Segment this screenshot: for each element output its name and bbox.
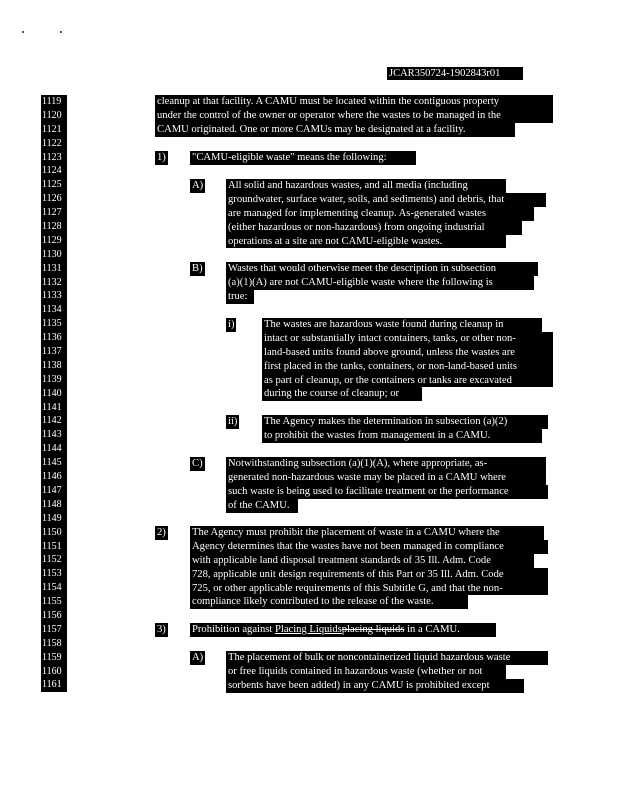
line-number: 1159 bbox=[41, 651, 67, 665]
scan-speck bbox=[22, 31, 24, 33]
text-line: The wastes are hazardous waste found during cleanup in bbox=[262, 318, 542, 332]
item-1bi-marker: i) bbox=[228, 319, 235, 330]
text-line: "CAMU-eligible waste" means the following: bbox=[190, 151, 416, 165]
text-line: as part of cleanup, or the containers or tanks are excavated bbox=[262, 374, 553, 388]
text-line: 725, or other applicable requirements of this Subtitle G, and that the non- bbox=[190, 582, 548, 596]
line-number: 1155 bbox=[41, 595, 67, 609]
text-line: intact or substantially intact containers, tanks, or other non- bbox=[262, 332, 553, 346]
text-line: All solid and hazardous wastes, and all media (including bbox=[226, 179, 506, 193]
intro-paragraph bbox=[155, 95, 553, 137]
text-line: are managed for implementing cleanup. As-generated wastes bbox=[226, 207, 534, 221]
text-line: (a)(1)(A) are not CAMU-eligible waste where the following is bbox=[226, 276, 534, 290]
text-line: cleanup at that facility. A CAMU must be located within the contiguous property bbox=[155, 95, 553, 109]
line-number: 1151 bbox=[41, 540, 67, 554]
text-line: Agency determines that the wastes have not been managed in compliance bbox=[190, 540, 548, 554]
item-3-heading-line bbox=[190, 623, 496, 637]
item-1-heading bbox=[190, 151, 416, 165]
line-number: 1143 bbox=[41, 428, 67, 442]
item-1b-paragraph bbox=[226, 262, 538, 304]
item-1c-marker: C) bbox=[192, 458, 203, 469]
line-number: 1158 bbox=[41, 637, 67, 651]
heading-prefix: Prohibition against bbox=[192, 624, 275, 635]
line-number: 1134 bbox=[41, 303, 67, 317]
line-number: 1130 bbox=[41, 248, 67, 262]
text-line: The placement of bulk or noncontainerized liquid hazardous waste bbox=[226, 651, 548, 665]
line-number: 1154 bbox=[41, 581, 67, 595]
text-line: The Agency makes the determination in subsection (a)(2) bbox=[262, 415, 548, 429]
line-number: 1126 bbox=[41, 192, 67, 206]
text-line: to prohibit the wastes from management in a CAMU. bbox=[262, 429, 542, 443]
line-number: 1145 bbox=[41, 456, 67, 470]
line-number: 1142 bbox=[41, 414, 67, 428]
line-number: 1140 bbox=[41, 387, 67, 401]
text-line: first placed in the tanks, containers, or non-land-based units bbox=[262, 360, 553, 374]
line-number: 1128 bbox=[41, 220, 67, 234]
text-line: during the course of cleanup; or bbox=[262, 387, 422, 401]
line-number: 1153 bbox=[41, 567, 67, 581]
text-line: The Agency must prohibit the placement of waste in a CAMU where the bbox=[190, 526, 544, 540]
item-1bi-paragraph bbox=[262, 318, 553, 401]
item-1a-marker: A) bbox=[192, 180, 204, 191]
item-3-heading bbox=[190, 623, 496, 637]
line-number: 1120 bbox=[41, 109, 67, 123]
item-1b-marker: B) bbox=[192, 263, 203, 274]
heading-deleted-text: placing liquids bbox=[341, 624, 405, 635]
text-line: sorbents have been added) in any CAMU is prohibited except bbox=[226, 679, 524, 693]
item-3a-paragraph bbox=[226, 651, 548, 693]
heading-suffix: in a CAMU. bbox=[404, 624, 460, 635]
line-number: 1129 bbox=[41, 234, 67, 248]
text-line: CAMU originated. One or more CAMUs may be designated at a facility. bbox=[155, 123, 515, 137]
line-number: 1131 bbox=[41, 262, 67, 276]
item-1-marker: 1) bbox=[157, 152, 166, 163]
line-number: 1157 bbox=[41, 623, 67, 637]
line-number: 1139 bbox=[41, 373, 67, 387]
item-1c-paragraph bbox=[226, 457, 548, 513]
line-number: 1122 bbox=[41, 137, 67, 151]
line-number: 1127 bbox=[41, 206, 67, 220]
item-1bii-paragraph bbox=[262, 415, 548, 443]
text-line: 728, applicable unit design requirements of this Part or 35 Ill. Adm. Code bbox=[190, 568, 548, 582]
text-line: or free liquids contained in hazardous waste (whether or not bbox=[226, 665, 506, 679]
line-number: 1152 bbox=[41, 553, 67, 567]
line-number: 1144 bbox=[41, 442, 67, 456]
text-line: true: bbox=[226, 290, 254, 304]
item-1a-paragraph bbox=[226, 179, 546, 248]
line-number: 1147 bbox=[41, 484, 67, 498]
line-number: 1156 bbox=[41, 609, 67, 623]
line-number: 1123 bbox=[41, 151, 67, 165]
line-number: 1124 bbox=[41, 164, 67, 178]
line-number: 1137 bbox=[41, 345, 67, 359]
line-number: 1141 bbox=[41, 401, 67, 415]
line-number: 1138 bbox=[41, 359, 67, 373]
text-line: such waste is being used to facilitate treatment or the performance bbox=[226, 485, 548, 499]
line-number: 1125 bbox=[41, 178, 67, 192]
text-line: compliance likely contributed to the release of the waste. bbox=[190, 595, 468, 609]
text-line: operations at a site are not CAMU-eligible wastes. bbox=[226, 235, 506, 249]
item-1bii-marker: ii) bbox=[228, 416, 238, 427]
text-line: (either hazardous or non-hazardous) from ongoing industrial bbox=[226, 221, 522, 235]
text-line: groundwater, surface water, soils, and sediments) and debris, that bbox=[226, 193, 546, 207]
line-number: 1161 bbox=[41, 678, 67, 692]
line-number: 1136 bbox=[41, 331, 67, 345]
text-line: Wastes that would otherwise meet the description in subsection bbox=[226, 262, 538, 276]
item-2-paragraph bbox=[190, 526, 548, 609]
line-number: 1148 bbox=[41, 498, 67, 512]
item-3a-marker: A) bbox=[192, 652, 204, 663]
text-line: generated non-hazardous waste may be placed in a CAMU where bbox=[226, 471, 546, 485]
line-number: 1149 bbox=[41, 512, 67, 526]
line-number: 1160 bbox=[41, 665, 67, 679]
text-line: with applicable land disposal treatment standards of 35 Ill. Adm. Code bbox=[190, 554, 534, 568]
line-number: 1121 bbox=[41, 123, 67, 137]
heading-inserted-text: Placing Liquids bbox=[274, 624, 342, 635]
line-number: 1146 bbox=[41, 470, 67, 484]
line-number: 1133 bbox=[41, 289, 67, 303]
text-line: land-based units found above ground, unless the wastes are bbox=[262, 346, 553, 360]
line-number: 1150 bbox=[41, 526, 67, 540]
item-2-marker: 2) bbox=[157, 527, 166, 538]
line-number: 1119 bbox=[41, 95, 67, 109]
text-line: of the CAMU. bbox=[226, 499, 298, 513]
line-number: 1132 bbox=[41, 276, 67, 290]
line-number: 1135 bbox=[41, 317, 67, 331]
document-id: JCAR350724-1902843r01 bbox=[387, 67, 523, 80]
text-line: Notwithstanding subsection (a)(1)(A), where appropriate, as- bbox=[226, 457, 546, 471]
text-line: under the control of the owner or operator where the wastes to be managed in the bbox=[155, 109, 553, 123]
item-3-marker: 3) bbox=[157, 624, 166, 635]
scan-speck bbox=[60, 31, 62, 33]
line-number-column bbox=[41, 95, 67, 692]
